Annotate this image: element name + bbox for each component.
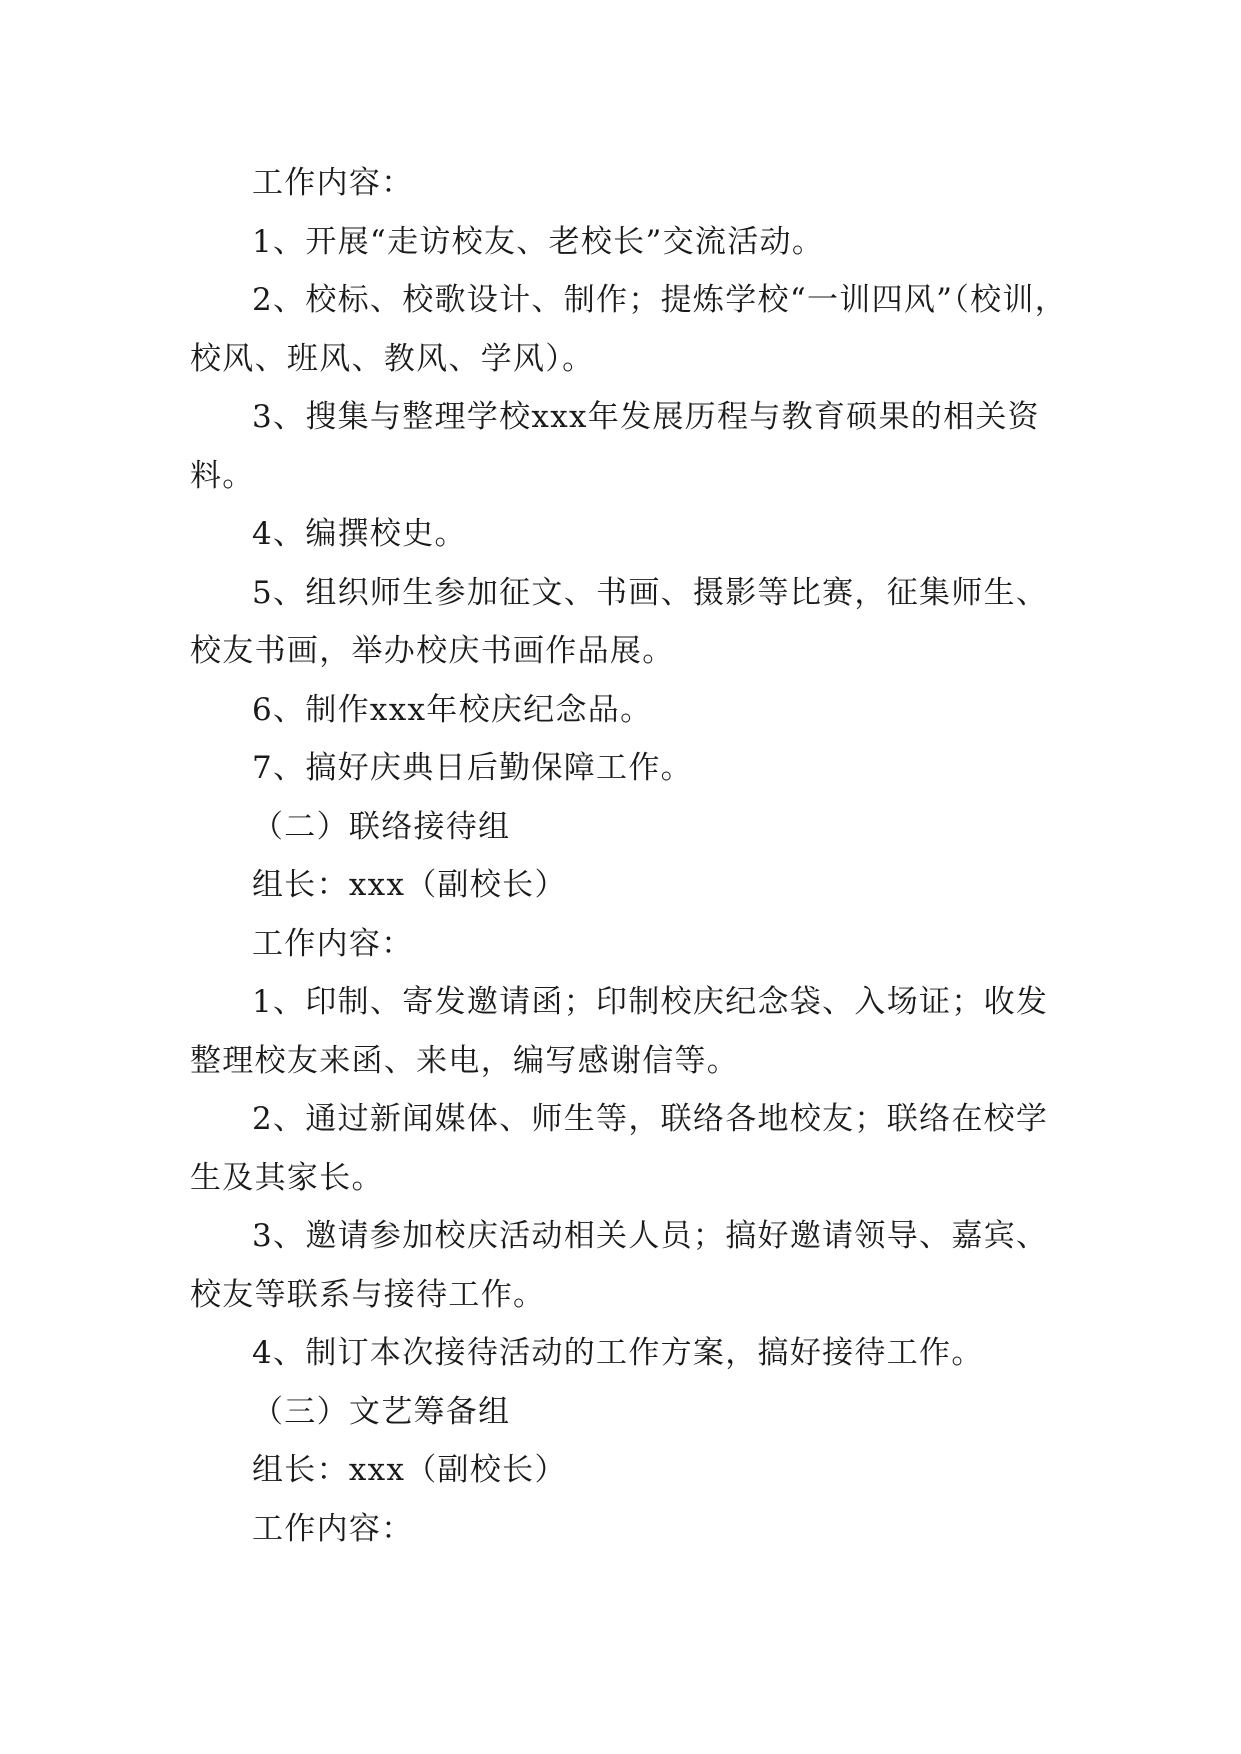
section-heading-arts-group: （三）文艺筹备组 <box>252 1393 511 1430</box>
paragraph-item-6: 6、制作xxx年校庆纪念品。 <box>252 691 653 728</box>
paragraph-item-5: 5、组织师生参加征文、书画、摄影等比赛，征集师生、校友书画，举办校庆书画作品展。 <box>190 574 1049 669</box>
paragraph-item-7: 7、搞好庆典日后勤保障工作。 <box>252 750 693 786</box>
paragraph-item-2: 2、校标、校歌设计、制作；提炼学校“一训四风”（校训，校风、班风、教风、学风）。 <box>190 282 1068 377</box>
paragraph-work-content-heading: 工作内容： <box>252 165 414 201</box>
paragraph-work-content-heading: 工作内容： <box>252 1510 414 1547</box>
paragraph-item-3: 3、邀请参加校庆活动相关人员；搞好邀请领导、嘉宾、校友等联系与接待工作。 <box>190 1218 1049 1313</box>
paragraph-item-1: 1、开展“走访校友、老校长”交流活动。 <box>252 223 825 260</box>
paragraph-group-leader: 组长：xxx（副校长） <box>252 867 567 903</box>
document-body <box>190 154 1070 1558</box>
paragraph-item-4: 4、编撰校史。 <box>252 516 467 552</box>
paragraph-item-3: 3、搜集与整理学校xxx年发展历程与教育硕果的相关资料。 <box>190 399 1040 494</box>
paragraph-work-content-heading: 工作内容： <box>252 925 414 962</box>
paragraph-item-1: 1、印制、寄发邀请函；印制校庆纪念袋、入场证；收发整理校友来函、来电，编写感谢信等。 <box>190 984 1049 1079</box>
paragraph-item-4: 4、制订本次接待活动的工作方案，搞好接待工作。 <box>252 1335 984 1371</box>
paragraph-group-leader: 组长：xxx（副校长） <box>252 1452 567 1488</box>
section-heading-liaison-group: （二）联络接待组 <box>252 808 511 845</box>
paragraph-item-2: 2、通过新闻媒体、师生等，联络各地校友；联络在校学生及其家长。 <box>190 1101 1049 1196</box>
